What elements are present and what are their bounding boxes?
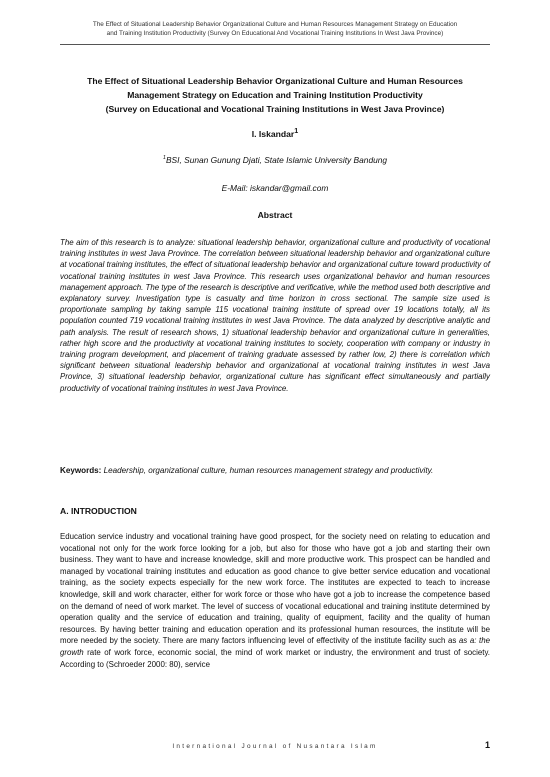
header-divider <box>60 44 490 45</box>
keywords-label: Keywords: <box>60 466 102 475</box>
paper-title-line-3: (Survey on Educational and Vocational Training Institutions in West Java Province) <box>105 104 445 114</box>
keywords-text: Leadership, organizational culture, human resources management strategy and productivity. <box>103 466 434 475</box>
footer-journal-name: International Journal of Nusantara Islam <box>172 743 378 750</box>
introduction-text-1: Education service industry and vocational training have good prospect, for the society need on relating to education and vocational not only for the work force looking for a job, but also for those who have got a job and starting their own business. They want to have and increase knowledge, skill and more productive work. This prospect can be handled and managed by vocational training institutes and education as good chance to give better service education and vocational training, as the society expects especially for the new work force. The institutes are expected to teach to increase knowledge, skill and work character, either for work force or those who have got a job to increase the competence based on the demand of need of work market. The level of success of vocational educational and training institute determined by operation quality and the service of education and training, quality of equipment, facility and the quality of human resources. By having better training and education operation and its professional human resources, the institute will be more needed by the society. There are many factors influencing level of effectivity of the institute facility such as <box>60 532 490 646</box>
introduction-text-emphasis: as a: the growth <box>60 636 490 657</box>
keywords-block <box>60 465 490 477</box>
paper-title-line-1: The Effect of Situational Leadership Behavior Organizational Culture and Human Resources <box>87 76 463 86</box>
author-email: E-Mail: iskandar@gmail.com <box>221 183 329 193</box>
introduction-heading: A. INTRODUCTION <box>60 506 137 516</box>
running-header <box>60 20 490 38</box>
affiliation-superscript: 1 <box>162 155 166 162</box>
paper-title <box>58 74 492 116</box>
keywords <box>60 465 490 477</box>
affiliation-text: BSI, Sunan Gunung Djati, State Islamic University Bandung <box>165 155 388 165</box>
introduction-body <box>60 531 490 670</box>
running-header-line-2: and Training Institution Productivity (Survey On Educational And Vocational Training Institutions In West Java Province) <box>106 30 444 37</box>
author-superscript: 1 <box>294 127 299 135</box>
author-affiliation <box>60 155 490 165</box>
abstract-heading: Abstract <box>257 210 293 220</box>
paper-title-line-2: Management Strategy on Education and Training Institution Productivity <box>127 90 423 100</box>
author-name-text: I. Iskandar <box>251 128 295 139</box>
running-header-line-1: The Effect of Situational Leadership Behavior Organizational Culture and Human Resources Management Strategy on Education <box>92 21 458 28</box>
author-name <box>60 127 490 139</box>
abstract-body: The aim of this research is to analyze: situational leadership behavior, organizational culture and productivity of vocational training institutes in west Java Province. The correlation between situational leadership behavior and organizational culture at vocational training institutes, the effect of situational leadership behavior and organizational culture toward productivity of vocational training institutes in west Java Province. This research uses organizational behavior and human resources management approach. The type of the research is descriptive and verificative, while the method used both descriptive and explanatory survey. Investigation type is casualty and time horizon in cross sectional. The sample size used is proportionate sampling by taking sample 115 vocational training institute of spread over 19 locations totally, all its population counted 719 vocational training institutes in west Java Province. The data analyzed by descriptive analytic and path analysis. The result of research shows, 1) situational leadership behavior and organizational culture in generalities, rather high score and the productivity at vocational training institutes to society, cooperation with company or industry in training program development, and placement of training graduate assessed by rather low, 2) there is correlation which significant between situational leadership behavior and organizational at vocational training institutes in west Java Province, 3) situational leadership behavior, organizational culture has significant effect simultaneously and partially productivity of vocational training institutes in west Java Province. <box>60 238 490 393</box>
page-number: 1 <box>484 740 490 750</box>
introduction-text-2: rate of work force, economic social, the mind of work market or industry, the environment and trust of society. According to (Schroeder 2000: 80), service <box>60 647 490 669</box>
